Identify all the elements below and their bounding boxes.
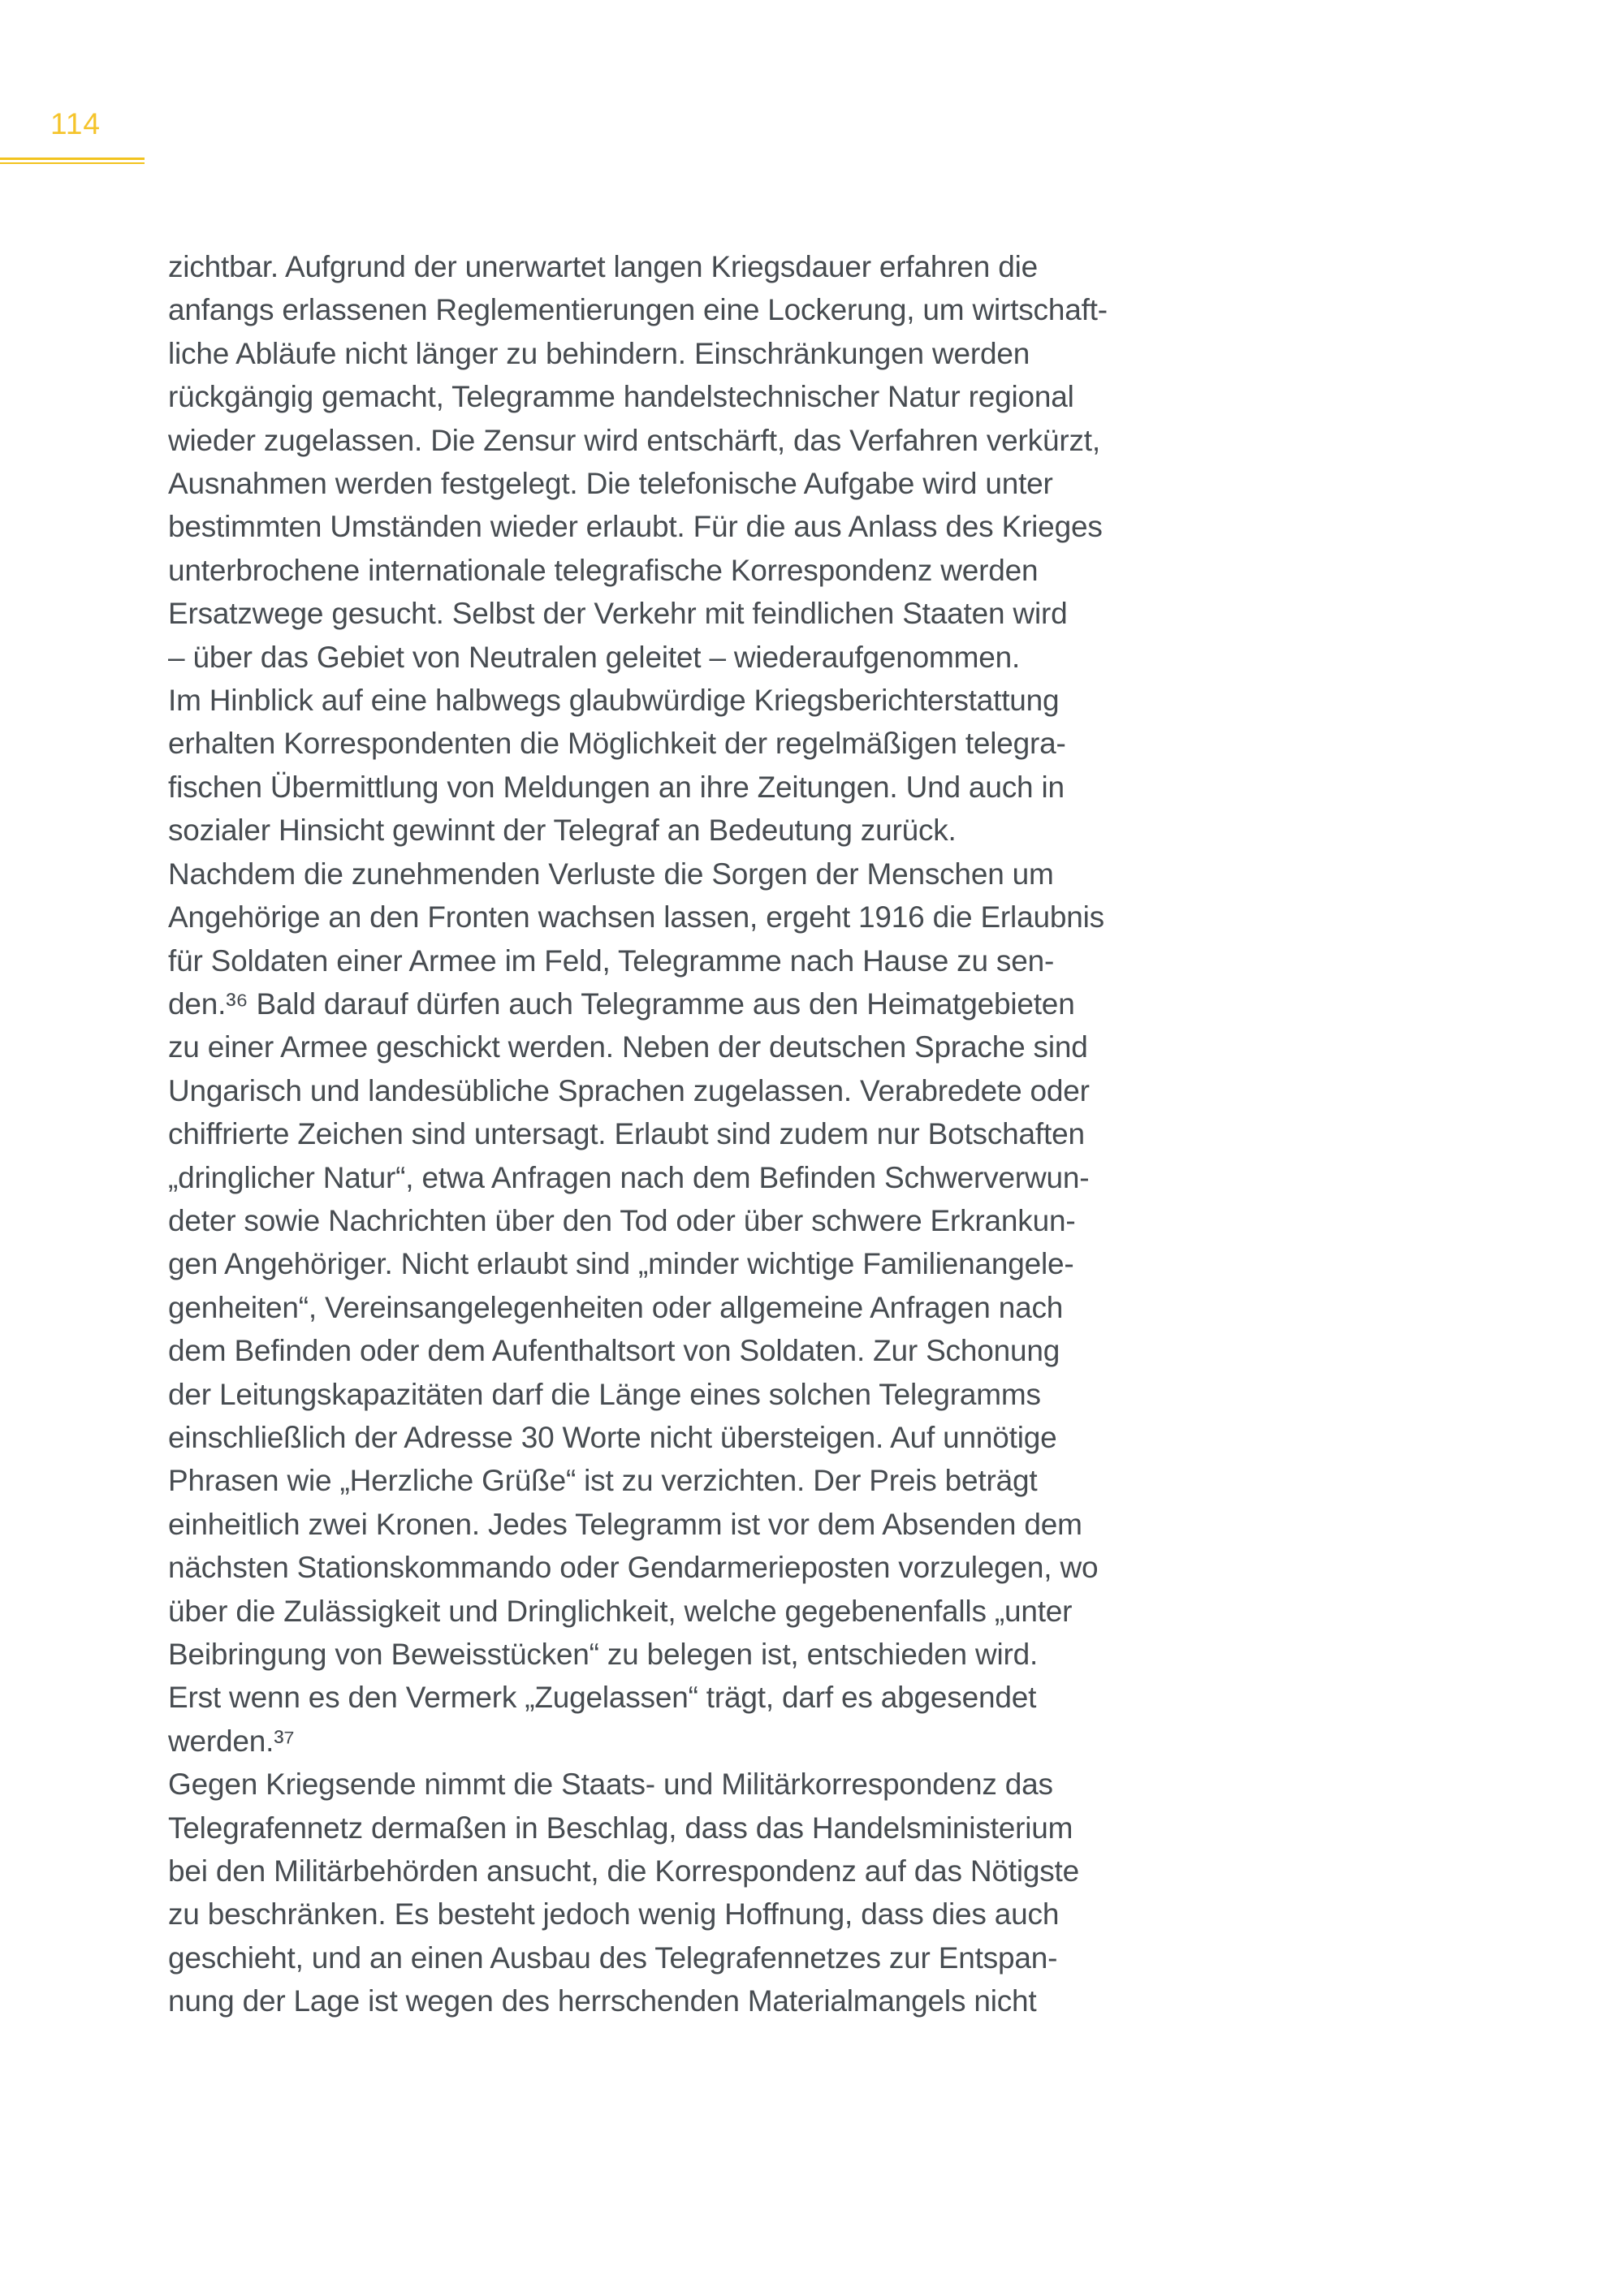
page-number-rule xyxy=(0,158,145,164)
text-line: Phrasen wie „Herzliche Grüße“ ist zu verzichten. Der Preis beträgt xyxy=(168,1464,1038,1498)
text-line: Ersatzwege gesucht. Selbst der Verkehr mit feindlichen Staaten wird xyxy=(168,597,1068,631)
text-line: sozialer Hinsicht gewinnt der Telegraf an Bedeutung zurück. xyxy=(168,814,957,848)
text-line: gen Angehöriger. Nicht erlaubt sind „minder wichtige Familienangele- xyxy=(168,1247,1074,1281)
text-line: zu einer Armee geschickt werden. Neben der deutschen Sprache sind xyxy=(168,1030,1088,1064)
text-line: zichtbar. Aufgrund der unerwartet langen Kriegsdauer erfahren die xyxy=(168,250,1038,283)
text-line: dem Befinden oder dem Aufenthaltsort von Soldaten. Zur Schonung xyxy=(168,1334,1060,1368)
text-line: genheiten“, Vereinsangelegenheiten oder allgemeine Anfragen nach xyxy=(168,1290,1064,1324)
text-line: nung der Lage ist wegen des herrschenden Materialmangels nicht xyxy=(168,1984,1037,2018)
text-line: nächsten Stationskommando oder Gendarmerieposten vorzulegen, wo xyxy=(168,1551,1099,1585)
text-line: geschieht, und an einen Ausbau des Telegrafennetzes zur Entspan- xyxy=(168,1940,1058,1975)
text-line: fischen Übermittlung von Meldungen an ihre Zeitungen. Und auch in xyxy=(168,770,1065,804)
text-line: anfangs erlassenen Reglementierungen eine Lockerung, um wirtschaft- xyxy=(168,293,1108,327)
text-line: – über das Gebiet von Neutralen geleitet – wiederaufgenommen. xyxy=(168,640,1021,674)
text-line: den.³⁶ Bald darauf dürfen auch Telegramme aus den Heimatgebieten xyxy=(168,986,1075,1021)
text-line: werden.³⁷ xyxy=(168,1724,295,1758)
text-line: Erst wenn es den Vermerk „Zugelassen“ trägt, darf es abgesendet xyxy=(168,1681,1037,1715)
text-line: Nachdem die zunehmenden Verluste die Sorgen der Menschen um xyxy=(168,857,1054,891)
text-line: einschließlich der Adresse 30 Worte nicht übersteigen. Auf unnötige xyxy=(168,1420,1057,1454)
text-line: Angehörige an den Fronten wachsen lassen, ergeht 1916 die Erlaubnis xyxy=(168,900,1104,934)
text-line: chiffrierte Zeichen sind untersagt. Erlaubt sind zudem nur Botschaften xyxy=(168,1117,1085,1151)
text-line: rückgängig gemacht, Telegramme handelstechnischer Natur regional xyxy=(168,380,1074,414)
text-line: erhalten Korrespondenten die Möglichkeit der regelmäßigen telegra- xyxy=(168,727,1066,761)
text-line: für Soldaten einer Armee im Feld, Telegramme nach Hause zu sen- xyxy=(168,943,1055,978)
text-line: über die Zulässigkeit und Dringlichkeit, welche gegebenenfalls „unter xyxy=(168,1594,1073,1628)
text-line: einheitlich zwei Kronen. Jedes Telegramm ist vor dem Absenden dem xyxy=(168,1507,1082,1541)
text-line: bestimmten Umständen wieder erlaubt. Für die aus Anlass des Krieges xyxy=(168,510,1103,544)
text-line: Ausnahmen werden festgelegt. Die telefonische Aufgabe wird unter xyxy=(168,467,1053,501)
text-line: Beibringung von Beweisstücken“ zu belegen ist, entschieden wird. xyxy=(168,1638,1039,1671)
text-line: „dringlicher Natur“, etwa Anfragen nach dem Befinden Schwerverwun- xyxy=(168,1160,1090,1194)
text-line: Gegen Kriegsende nimmt die Staats- und Militärkorrespondenz das xyxy=(168,1768,1053,1802)
body-text xyxy=(168,245,1305,2023)
text-line: zu beschränken. Es besteht jedoch wenig Hoffnung, dass dies auch xyxy=(168,1897,1060,1932)
text-line: unterbrochene internationale telegrafische Korrespondenz werden xyxy=(168,553,1039,587)
text-line: wieder zugelassen. Die Zensur wird entschärft, das Verfahren verkürzt, xyxy=(168,423,1100,457)
text-line: deter sowie Nachrichten über den Tod oder über schwere Erkrankun- xyxy=(168,1203,1076,1237)
page-number: 114 xyxy=(50,107,101,140)
text-line: liche Abläufe nicht länger zu behindern. Einschränkungen werden xyxy=(168,336,1030,370)
text-line: der Leitungskapazitäten darf die Länge eines solchen Telegramms xyxy=(168,1377,1041,1411)
text-line: Telegrafennetz dermaßen in Beschlag, dass das Handelsministerium xyxy=(168,1811,1073,1845)
text-line: Im Hinblick auf eine halbwegs glaubwürdige Kriegsberichterstattung xyxy=(168,684,1060,718)
text-line: bei den Militärbehörden ansucht, die Korrespondenz auf das Nötigste xyxy=(168,1854,1079,1888)
text-line: Ungarisch und landesübliche Sprachen zugelassen. Verabredete oder xyxy=(168,1073,1090,1107)
